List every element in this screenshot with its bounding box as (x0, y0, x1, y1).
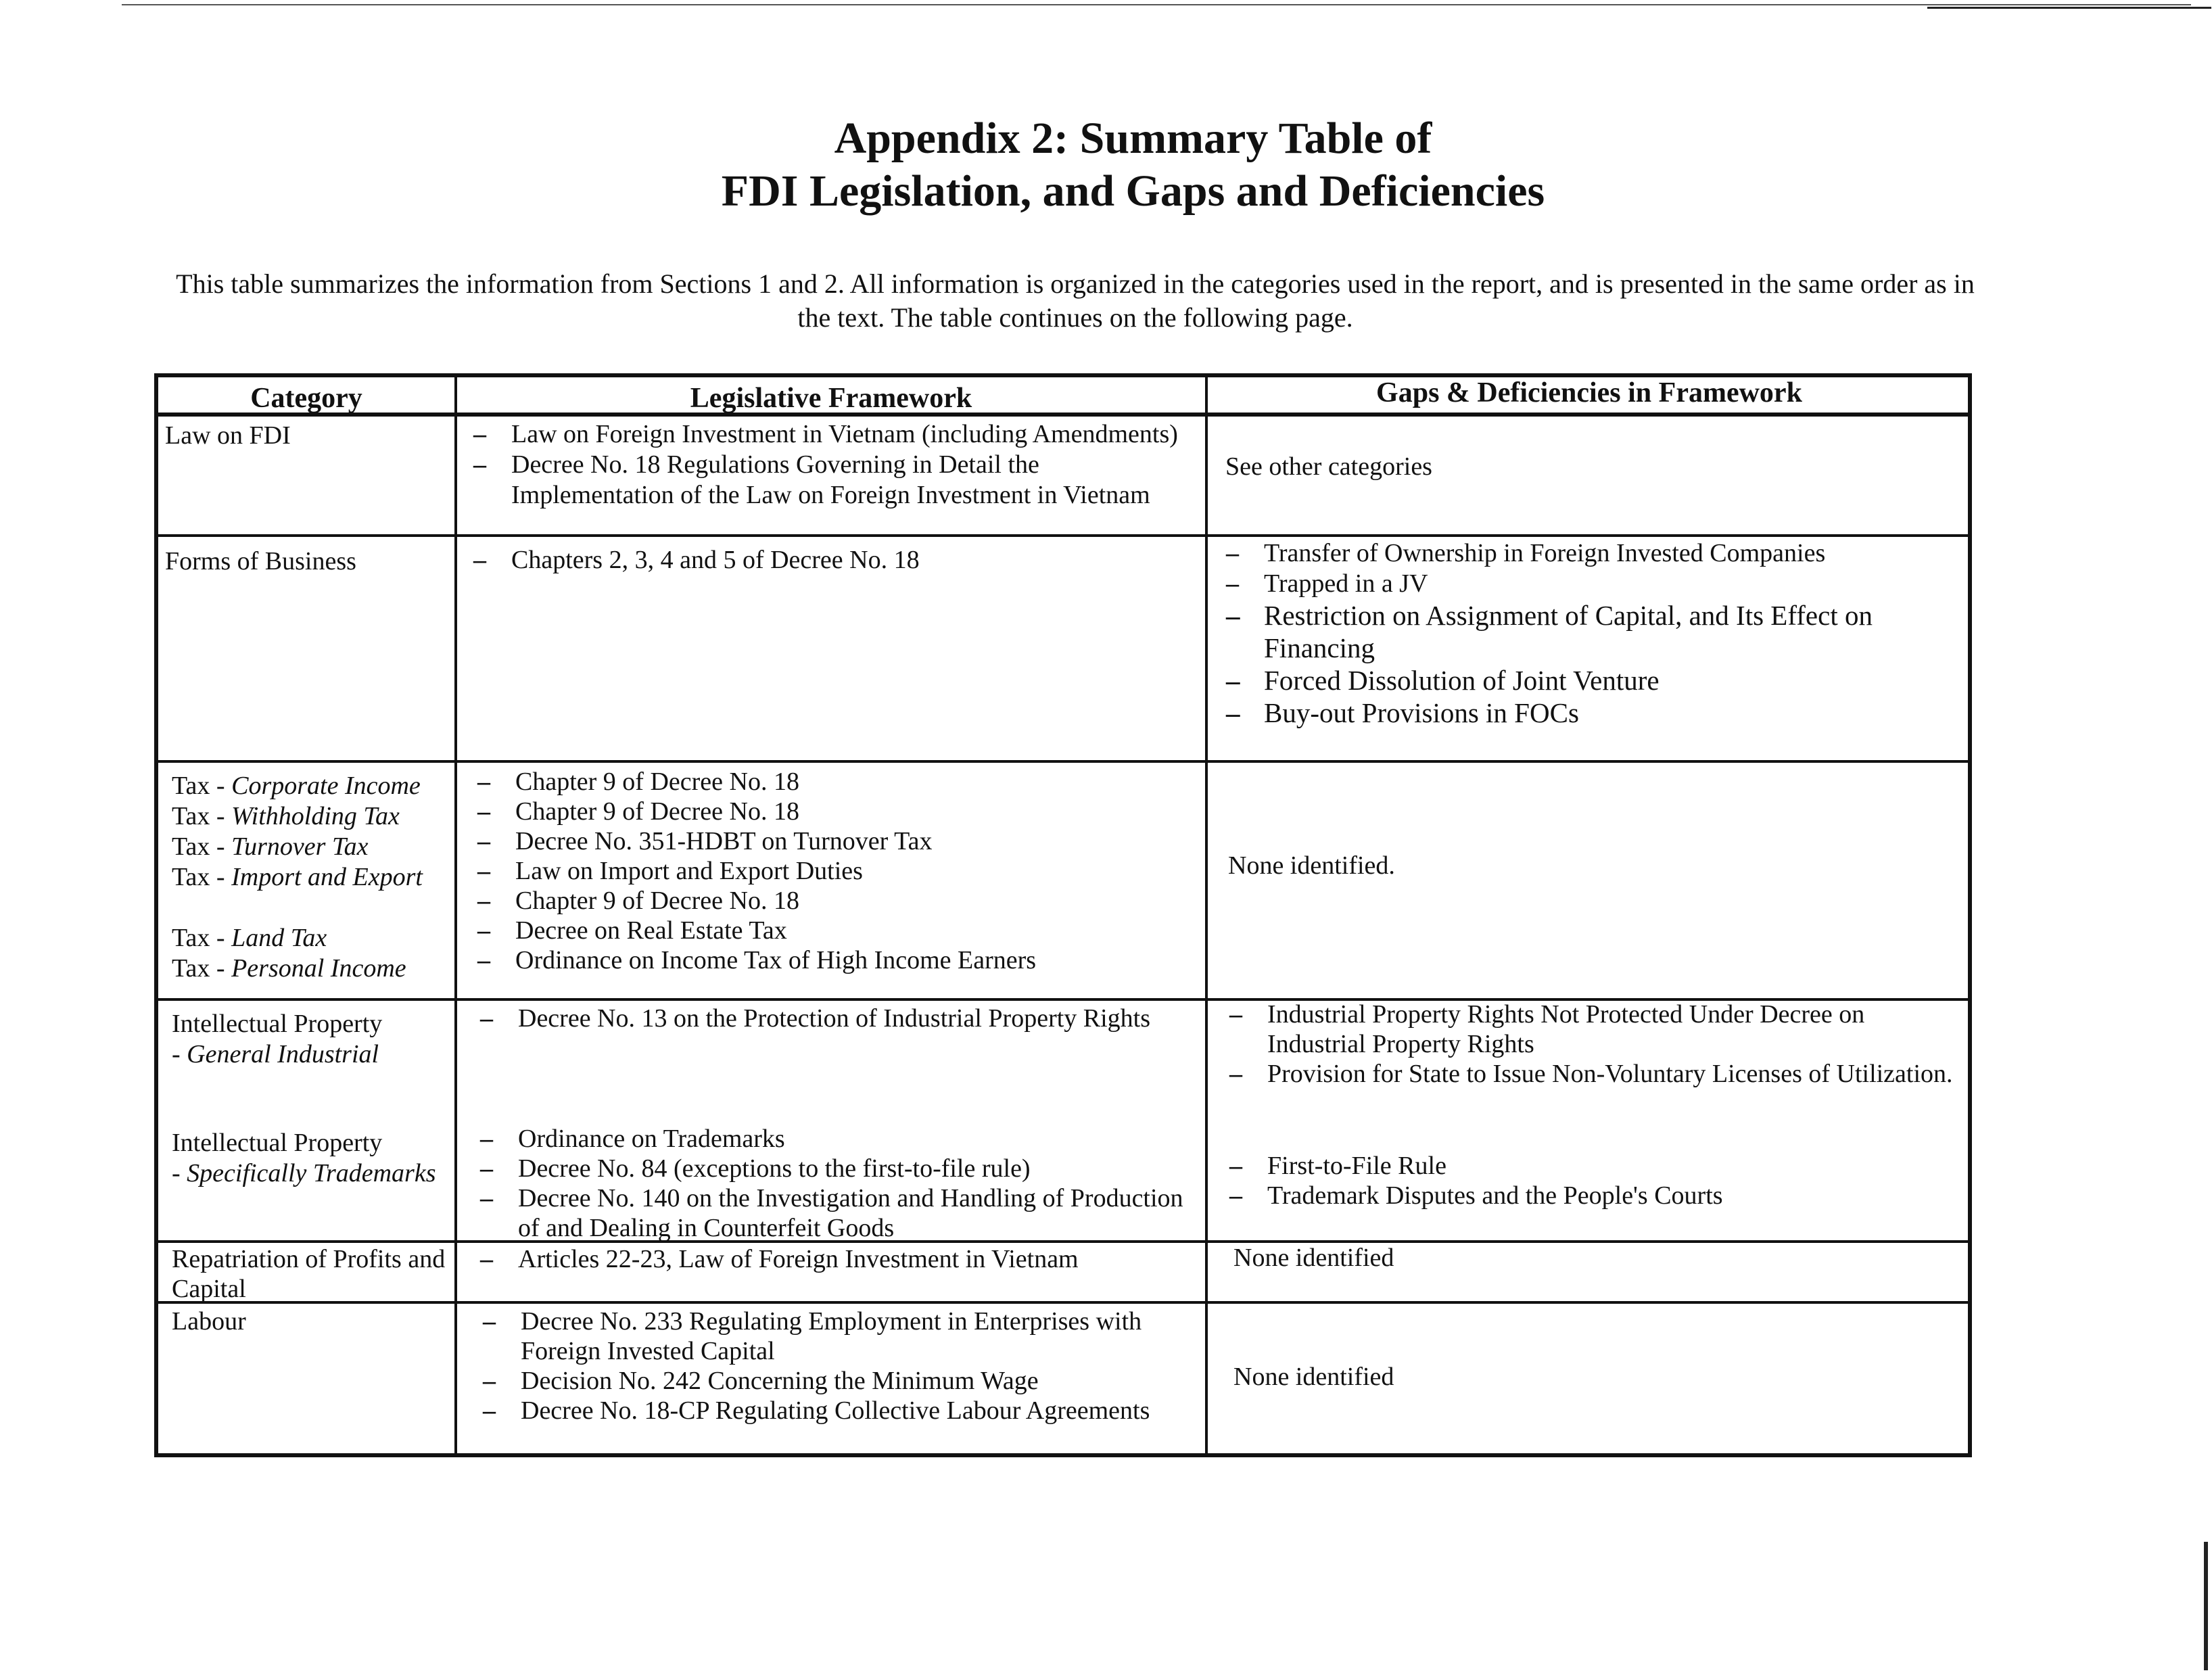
list-item: – Buy-out Provisions in FOCs (1217, 697, 1960, 729)
row-tax-categories (172, 771, 452, 984)
list-item: – Chapter 9 of Decree No. 18 (468, 797, 1198, 826)
list-item: – Provision for State to Issue Non-Voluntary Licenses of Utilization. (1220, 1059, 1957, 1089)
tax-category: Tax - Personal Income (172, 954, 406, 983)
list-item: – Decree on Real Estate Tax (468, 916, 1198, 945)
row-labour-gaps: None identified (1233, 1363, 1394, 1391)
intro-paragraph: This table summarizes the information from Sections 1 and 2. All information is organized in the categories used in the report, and is presented in the same order as in the text. The table continues on the following page. (176, 268, 1975, 333)
list-item: – Chapter 9 of Decree No. 18 (468, 886, 1198, 916)
header-category: Category (250, 383, 362, 414)
list-item: – Chapter 9 of Decree No. 18 (468, 767, 1198, 797)
scan-right-edge (2204, 1542, 2208, 1670)
list-item: – Decree No. 13 on the Protection of Industrial Property Rights (471, 1004, 1201, 1034)
list-item: – Decree No. 140 on the Investigation and Handling of Production of and Dealing in Counterfeit Goods (471, 1183, 1201, 1243)
row-repatriation-legislative (471, 1244, 1201, 1275)
row-ip-trademarks-gaps (1220, 1151, 1957, 1210)
tax-category: Tax - Withholding Tax (172, 802, 400, 830)
header-gaps: Gaps & Deficiencies in Framework (1376, 377, 1802, 408)
list-item: – Trapped in a JV (1217, 569, 1960, 599)
column-divider-1 (454, 377, 457, 1456)
list-item: – Restriction on Assignment of Capital, and Its Effect on Financing (1217, 599, 1960, 664)
row-forms-of-business-category: Forms of Business (165, 547, 356, 575)
list-item: – Transfer of Ownership in Foreign Invested Companies (1217, 538, 1960, 569)
page-title-line-1: Appendix 2: Summary Table of (834, 114, 1432, 163)
row-ip-general-gaps (1220, 999, 1957, 1089)
tax-category: Tax - Corporate Income (172, 772, 421, 800)
list-item: – First-to-File Rule (1220, 1151, 1957, 1181)
list-item: – Decree No. 18-CP Regulating Collective Labour Agreements (473, 1396, 1204, 1425)
list-item: – Decree No. 233 Regulating Employment in Enterprises with Foreign Invested Capital (473, 1306, 1204, 1366)
row-ip-general-legislative (471, 1004, 1201, 1034)
list-item: – Decree No. 84 (exceptions to the first-to-file rule) (471, 1154, 1201, 1183)
list-item: – Ordinance on Trademarks (471, 1124, 1201, 1154)
row-labour-legislative (473, 1306, 1204, 1425)
row-ip-general-category: Intellectual Property - General Industrial (172, 1010, 383, 1068)
list-item: – Decree No. 18 Regulations Governing in Detail the Implementation of the Law on Foreign Investment in Vietnam (464, 450, 1194, 511)
row-tax-legislative (468, 767, 1198, 975)
list-item: – Industrial Property Rights Not Protected Under Decree on Industrial Property Rights (1220, 999, 1957, 1059)
tax-category: Tax - Turnover Tax (172, 832, 369, 861)
tax-category: Tax - Land Tax (172, 924, 327, 952)
row-law-on-fdi-gaps: See other categories (1225, 452, 1432, 481)
row-tax-gaps: None identified. (1228, 851, 1395, 880)
row-ip-trademarks-category: Intellectual Property - Specifically Trademarks (172, 1129, 436, 1187)
row-forms-of-business-legislative (464, 545, 1194, 575)
list-item: – Ordinance on Income Tax of High Income Earners (468, 945, 1198, 975)
row-law-on-fdi-category: Law on FDI (165, 421, 291, 450)
row-divider (158, 760, 1971, 763)
list-item: – Articles 22-23, Law of Foreign Investment in Vietnam (471, 1244, 1201, 1275)
tax-category: Tax - Import and Export (172, 863, 423, 891)
row-repatriation-category: Repatriation of Profits and Capital (172, 1245, 446, 1303)
list-item: – Law on Import and Export Duties (468, 856, 1198, 886)
column-divider-2 (1205, 377, 1208, 1456)
list-item: – Decree No. 351-HDBT on Turnover Tax (468, 826, 1198, 856)
list-item: – Trademark Disputes and the People's Courts (1220, 1181, 1957, 1210)
scan-top-rule-right (1927, 7, 2211, 9)
summary-table (154, 373, 1972, 1457)
row-law-on-fdi-legislative (464, 419, 1194, 511)
spacer (172, 893, 452, 923)
row-divider (158, 534, 1971, 537)
row-labour-category: Labour (172, 1307, 246, 1336)
scan-top-rule (122, 4, 2191, 5)
list-item: – Decision No. 242 Concerning the Minimum Wage (473, 1366, 1204, 1396)
list-item: – Law on Foreign Investment in Vietnam (including Amendments) (464, 419, 1194, 450)
page-title-line-2: FDI Legislation, and Gaps and Deficiencies (721, 166, 1545, 216)
row-ip-trademarks-legislative (471, 1124, 1201, 1243)
row-repatriation-gaps: None identified (1233, 1244, 1394, 1272)
header-legislative: Legislative Framework (690, 383, 972, 414)
list-item: – Chapters 2, 3, 4 and 5 of Decree No. 18 (464, 545, 1194, 575)
list-item: – Forced Dissolution of Joint Venture (1217, 664, 1960, 697)
row-forms-of-business-gaps (1217, 538, 1960, 729)
